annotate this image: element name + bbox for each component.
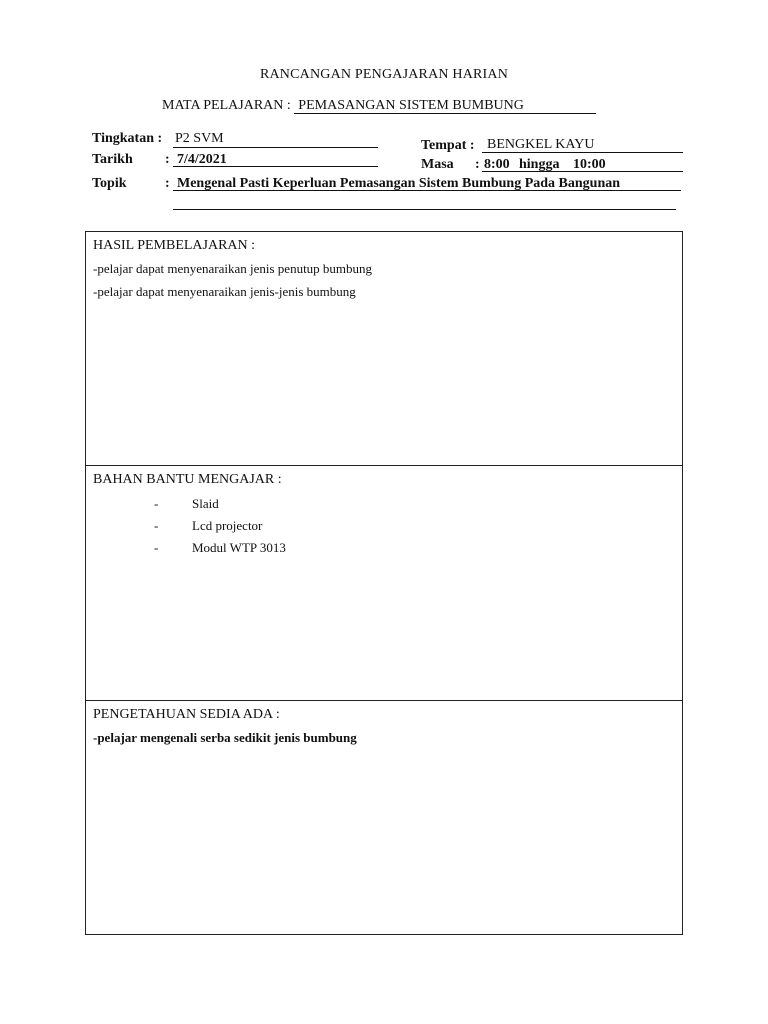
topik-underline [173,190,681,191]
topik-colon: : [165,176,170,191]
tempat-value: BENGKEL KAYU [487,137,595,152]
tingkatan-value: P2 SVM [175,131,224,146]
tempat-label: Tempat : [421,138,475,153]
hasil-heading: HASIL PEMBELAJARAN : [93,238,256,253]
hasil-pembelajaran-box [85,231,683,466]
bahan-item-2: Lcd projector [192,518,263,533]
tarikh-label: Tarikh [92,152,133,167]
masa-label: Masa [421,157,454,172]
topik-value: Mengenal Pasti Keperluan Pemasangan Sistem Bumbung Pada Bangunan [177,176,621,191]
pengetahuan-line-1: -pelajar mengenali serba sedikit jenis bumbung [93,730,357,745]
hasil-line-1: -pelajar dapat menyenaraikan jenis penutup bumbung [93,261,373,276]
tempat-underline [482,152,683,153]
masa-start: 8:00 [484,157,510,172]
tingkatan-label: Tingkatan : [92,131,163,146]
bahan-bullet-1: - [154,496,159,511]
subject-label: MATA PELAJARAN : [162,98,291,113]
bahan-bullet-2: - [154,518,159,533]
bahan-bantu-box [85,465,683,701]
topik-underline-2 [173,209,676,210]
subject-row [162,98,596,114]
bahan-bullet-3: - [154,540,159,555]
pengetahuan-box [85,700,683,935]
masa-end: 10:00 [573,157,606,172]
topik-label: Topik [92,176,127,191]
tarikh-value: 7/4/2021 [177,152,227,167]
masa-hingga: hingga [519,157,560,172]
subject-value: PEMASANGAN SISTEM BUMBUNG [294,98,596,114]
bahan-item-3: Modul WTP 3013 [192,540,286,555]
page-title: RANCANGAN PENGAJARAN HARIAN [259,67,509,82]
bahan-heading: BAHAN BANTU MENGAJAR : [93,472,282,487]
masa-underline [482,171,683,172]
masa-colon: : [475,157,480,172]
tarikh-colon: : [165,152,170,167]
tarikh-underline [173,166,378,167]
tingkatan-underline [173,147,378,148]
bahan-item-1: Slaid [192,496,219,511]
pengetahuan-heading: PENGETAHUAN SEDIA ADA : [93,707,280,722]
hasil-line-2: -pelajar dapat menyenaraikan jenis-jenis bumbung [93,284,356,299]
